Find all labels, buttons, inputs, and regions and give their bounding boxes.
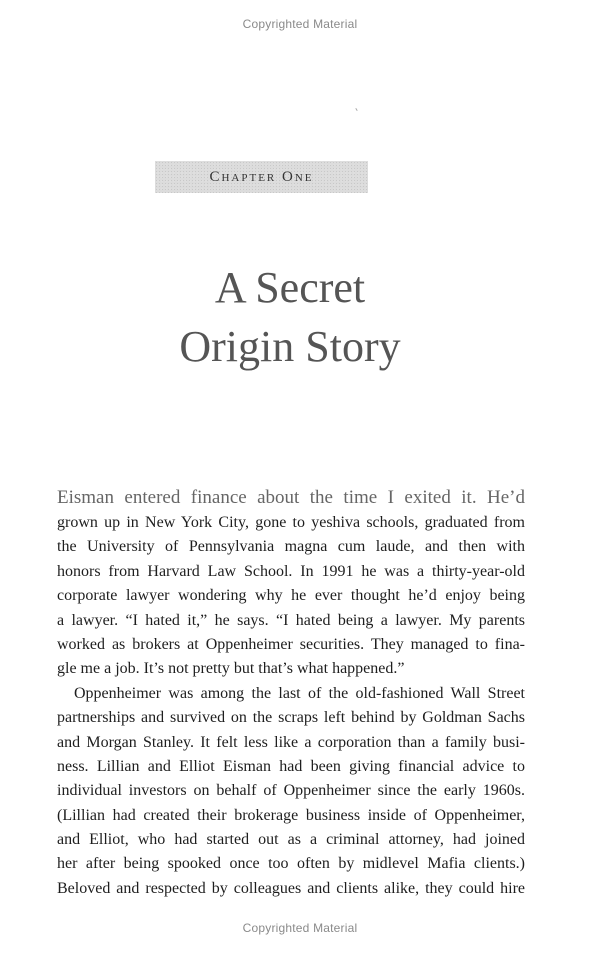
chapter-heading-band [155,161,368,193]
text-line: her after being spooked once too often by midlevel Mafia clients.) [57,855,525,873]
text-line: honors from Harvard Law School. In 1991 he was a thirty-year-old [57,562,525,580]
text-line: the University of Pennsylvania magna cum laude, and then with [57,538,525,556]
text-line: and Elliot, who had started out as a criminal attorney, had joined [57,831,525,849]
chapter-label: Chapter One [209,168,314,185]
text-line: corporate lawyer wondering why he ever thought he’d enjoy being [57,587,525,605]
text-line: grown up in New York City, gone to yeshiva schools, graduated from [57,514,525,531]
text-line: a lawyer. “I hated it,” he says. “I hated being a lawyer. My parents [57,611,525,629]
text-line: individual investors on behalf of Oppenheimer since the early 1960s. [57,782,525,800]
text-line: partnerships and survived on the scraps left behind by Goldman Sachs [57,709,525,727]
copyright-watermark-top: Copyrighted Material [242,17,358,31]
text-line: worked as brokers at Oppenheimer securities. They managed to fina- [57,635,525,653]
chapter-title-line-1: A Secret [214,263,366,312]
chapter-title-line-2: Origin Story [179,322,401,371]
opening-line: Eisman entered finance about the time I exited it. He’d [57,487,525,508]
text-line: ness. Lillian and Elliot Eisman had been giving financial advice to [57,757,525,775]
text-line: (Lillian had created their brokerage business inside of Oppenheimer, [57,806,525,824]
text-line: and Morgan Stanley. It felt less like a corporation than a family busi- [57,733,525,751]
copyright-watermark-bottom: Copyrighted Material [242,921,358,935]
print-speck [355,108,357,111]
paragraph-start-line: Oppenheimer was among the last of the old-fashioned Wall Street [74,684,525,702]
text-line: Beloved and respected by colleagues and clients alike, they could hire [57,879,525,897]
text-line: gle me a job. It’s not pretty but that’s what happened.” [57,660,405,678]
chapter-body-text [57,484,525,901]
